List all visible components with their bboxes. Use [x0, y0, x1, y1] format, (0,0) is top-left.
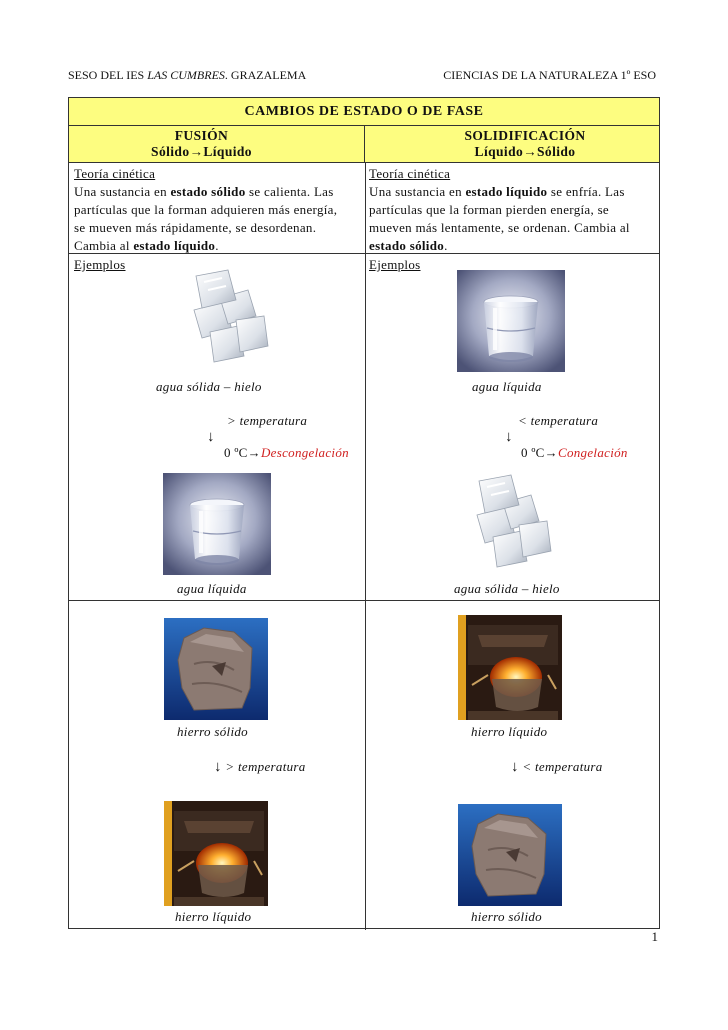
solidification-header: [365, 126, 659, 163]
ice-photo: [455, 473, 563, 575]
temp-up-label: > temperatura: [227, 413, 308, 428]
ice-photo: [172, 268, 280, 370]
caption-solid-iron: hierro sólido: [177, 724, 248, 739]
water-glass-photo: [457, 270, 565, 372]
header-school: SESO DEL IES LAS CUMBRES. GRAZALEMA: [68, 68, 307, 82]
iron-cooling: ↓ < temperatura: [511, 759, 603, 775]
caption-ice: agua sólida – hielo: [454, 581, 560, 596]
solid-iron-photo: [458, 804, 562, 906]
arrow-down-icon: ↓: [505, 429, 513, 445]
examples-label: Ejemplos: [369, 257, 421, 272]
process-name: Descongelación: [260, 445, 349, 460]
solidification-title: SOLIDIFICACIÓN: [464, 128, 586, 143]
melting-point: 0 ºC→Descongelación: [224, 445, 349, 460]
arrow-down-icon: ↓: [207, 429, 215, 445]
temp-down-label: < temperatura: [518, 413, 599, 428]
fusion-subtitle: Sólido→Líquido: [151, 144, 252, 159]
caption-molten-iron: hierro líquido: [175, 909, 252, 924]
fusion-theory: Teoría cinética Una sustancia en estado sólido se calienta. Las partículas que la forman adquieren más energía, se mueven más rápidamente, se desordenan. Cambia al estado líquido.: [74, 165, 362, 255]
solidification-theory: Teoría cinética Una sustancia en estado líquido se enfría. Las partículas que la forman pierden energía, se mueven más lentamente, se ordenan. Cambia al estado sólido.: [369, 165, 659, 255]
fusion-title: FUSIÓN: [174, 128, 229, 143]
molten-iron-photo: [164, 801, 268, 906]
caption-molten-iron: hierro líquido: [471, 724, 548, 739]
column-divider: [365, 163, 366, 930]
examples-label: Ejemplos: [74, 257, 126, 272]
solid-iron-photo: [164, 618, 268, 720]
solidification-subtitle: Líquido→Sólido: [474, 144, 576, 159]
freezing-point: 0 ºC→Congelación: [521, 445, 628, 460]
arrow-down-icon: ↓: [214, 759, 222, 775]
water-glass-photo: [163, 473, 271, 575]
theory-heading: Teoría cinética: [74, 166, 156, 181]
row-divider: [69, 600, 659, 601]
header-subject: CIENCIAS DE LA NATURALEZA 1º ESO: [443, 68, 656, 82]
caption-water: agua líquida: [177, 581, 247, 596]
caption-water: agua líquida: [472, 379, 542, 394]
caption-solid-iron: hierro sólido: [471, 909, 542, 924]
process-name: Congelación: [557, 445, 628, 460]
theory-heading: Teoría cinética: [369, 166, 451, 181]
molten-iron-photo: [458, 615, 562, 720]
table-title: CAMBIOS DE ESTADO O DE FASE: [69, 98, 659, 126]
page-number: 1: [651, 929, 658, 944]
caption-ice: agua sólida – hielo: [156, 379, 262, 394]
fusion-header: [69, 126, 365, 163]
iron-heating: ↓ > temperatura: [214, 759, 306, 775]
arrow-down-icon: ↓: [511, 759, 519, 775]
states-table: [68, 97, 660, 929]
